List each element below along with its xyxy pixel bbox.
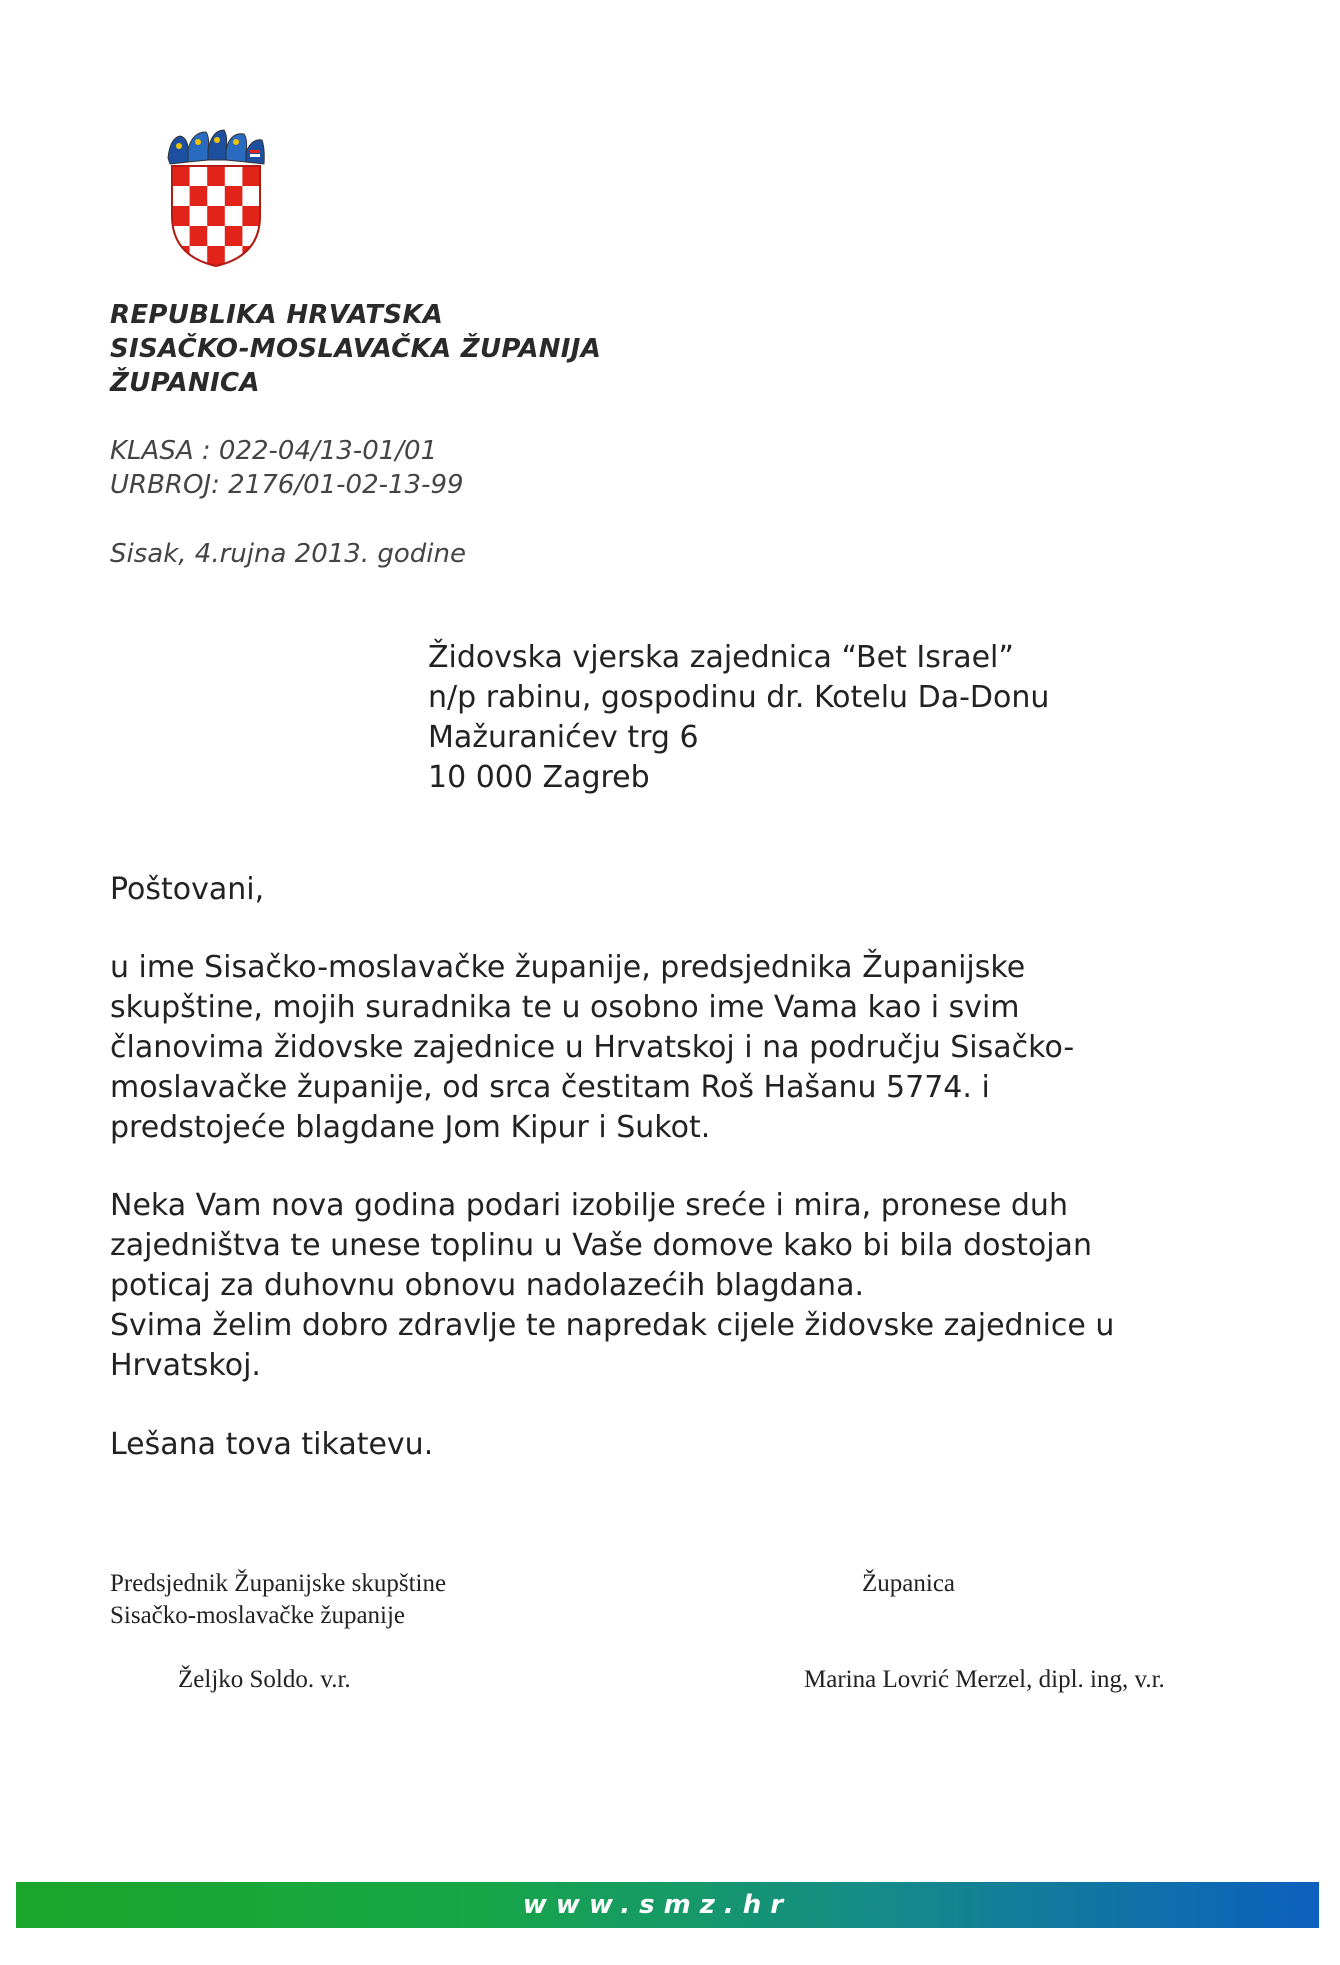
paragraph-line: zajedništva te unese toplinu u Vaše domove kako bi bila dostojan (110, 1228, 1092, 1263)
reference-numbers (110, 434, 464, 502)
footer-banner (16, 1882, 1319, 1928)
paragraph-line: članovima židovske zajednice u Hrvatskoj i na području Sisačko- (110, 1030, 1075, 1065)
paragraph-line: Hrvatskoj. (110, 1348, 261, 1383)
letter-date: Sisak, 4.rujna 2013. godine (110, 539, 466, 569)
footer-website: www.smz.hr (522, 1890, 793, 1920)
paragraph-line: Neka Vam nova godina podari izobilje sreće i mira, pronese duh (110, 1188, 1068, 1223)
paragraph-line: poticaj za duhovnu obnovu nadolazećih blagdana. (110, 1268, 864, 1303)
salutation: Poštovani, (110, 872, 265, 907)
urbroj-number: URBROJ: 2176/01-02-13-99 (110, 470, 464, 500)
right-signatory-name: Marina Lovrić Merzel, dipl. ing, v.r. (804, 1666, 1165, 1693)
closing-line: Lešana tova tikatevu. (110, 1427, 434, 1462)
recipient-address (428, 638, 1049, 798)
klasa-number: KLASA : 022-04/13-01/01 (110, 436, 438, 466)
header-country: REPUBLIKA HRVATSKA (110, 300, 444, 330)
recipient-organization: Židovska vjerska zajednica “Bet Israel” (428, 640, 1014, 675)
paragraph-wishes (110, 1186, 1210, 1386)
paragraph-greeting (110, 948, 1210, 1148)
left-title-line: Predsjednik Županijske skupštine (110, 1570, 447, 1597)
crown (168, 130, 264, 164)
right-signatory-title: Županica (862, 1570, 956, 1597)
issuer-header (110, 298, 601, 400)
header-office: ŽUPANICA (110, 368, 260, 398)
paragraph-line: Svima želim dobro zdravlje te napredak cijele židovske zajednice u (110, 1308, 1115, 1343)
left-signatory-name: Željko Soldo. v.r. (178, 1666, 351, 1693)
paragraph-line: u ime Sisačko-moslavačke županije, predsjednika Županijske (110, 950, 1026, 985)
left-title-line: Sisačko-moslavačke županije (110, 1602, 406, 1629)
recipient-street: Mažuranićev trg 6 (428, 720, 699, 755)
left-signatory-title (110, 1568, 446, 1632)
recipient-city: 10 000 Zagreb (428, 760, 650, 795)
paragraph-line: predstojeće blagdane Jom Kipur i Sukot. (110, 1110, 711, 1145)
paragraph-line: moslavačke županije, od srca čestitam Roš Hašanu 5774. i (110, 1070, 990, 1105)
recipient-person: n/p rabinu, gospodinu dr. Kotelu Da-Donu (428, 680, 1050, 715)
paragraph-line: skupštine, mojih suradnika te u osobno ime Vama kao i svim (110, 990, 1020, 1025)
header-county: SISAČKO-MOSLAVAČKA ŽUPANIJA (110, 334, 602, 364)
croatian-coat-of-arms-icon (166, 128, 266, 268)
